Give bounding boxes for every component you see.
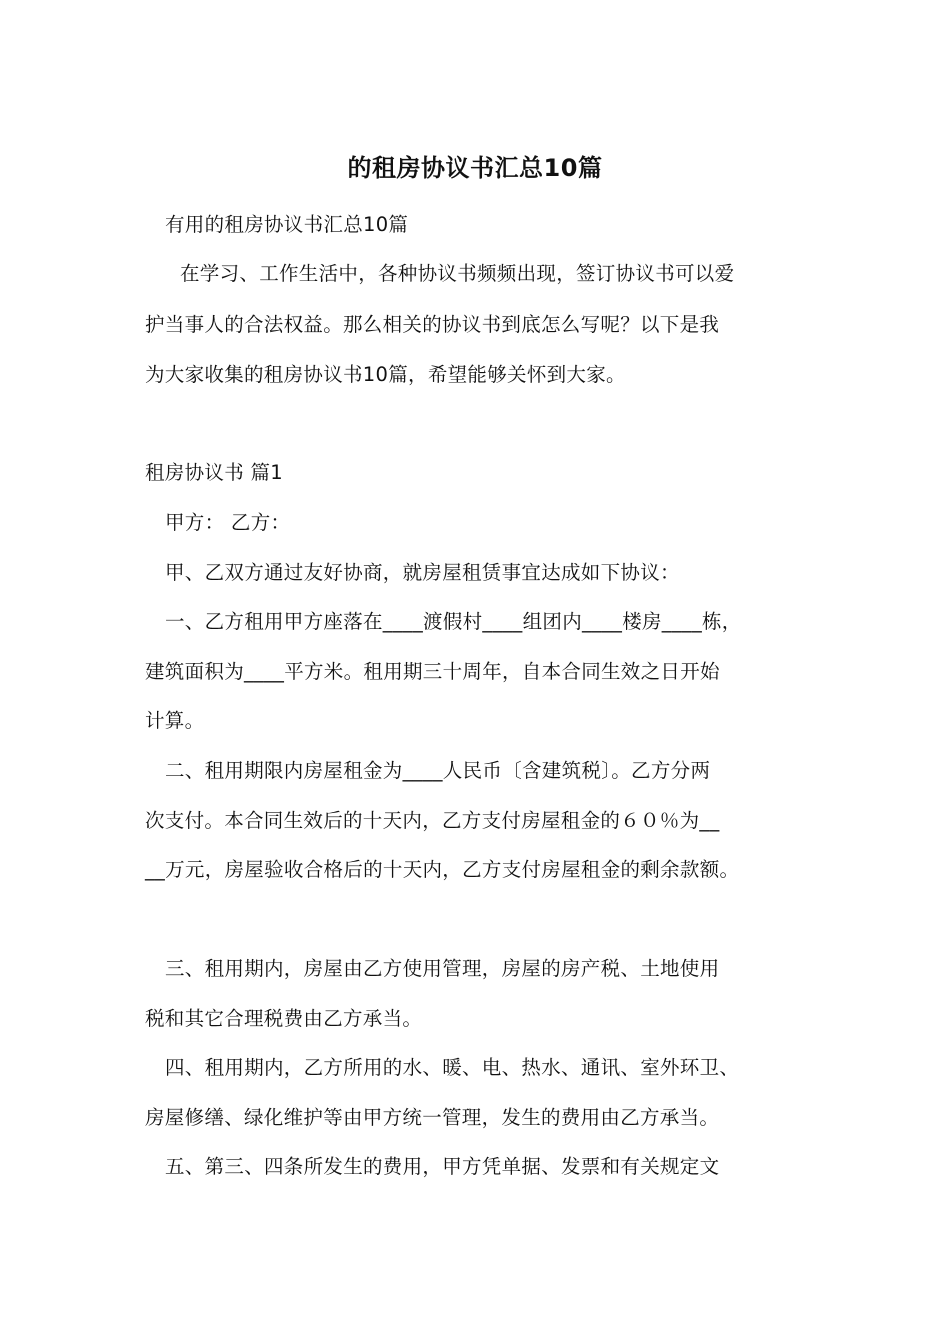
clause-line: 三、租用期内，房屋由乙方使用管理，房屋的房产税、土地使用 xyxy=(165,957,720,980)
parties-line: 甲方： 乙方： xyxy=(165,511,291,534)
document-subtitle: 有用的租房协议书汇总10篇 xyxy=(165,213,409,236)
clause-line: 二、租用期限内房屋租金为____人民币〔含建筑税〕。乙方分两 xyxy=(165,759,711,782)
clause-line: __万元，房屋验收合格后的十天内，乙方支付房屋租金的剩余款额。 xyxy=(145,858,740,881)
preamble-line: 甲、乙双方通过友好协商，就房屋租赁事宜达成如下协议： xyxy=(165,561,680,584)
clause-line: 四、租用期内，乙方所用的水、暖、电、热水、通讯、室外环卫、 xyxy=(165,1056,740,1079)
clause-line: 次支付。本合同生效后的十天内，乙方支付房屋租金的６０％为__ xyxy=(145,809,720,832)
intro-line-3: 为大家收集的租房协议书10篇，希望能够关怀到大家。 xyxy=(145,363,626,386)
intro-line-1: 在学习、工作生活中，各种协议书频频出现，签订协议书可以爱 xyxy=(180,262,735,285)
document-title: 的租房协议书汇总10篇 xyxy=(347,154,603,182)
intro-line-2: 护当事人的合法权益。那么相关的协议书到底怎么写呢？以下是我 xyxy=(145,313,720,336)
clause-line: 一、乙方租用甲方座落在____渡假村____组团内____楼房____栋， xyxy=(165,610,742,633)
clause-line: 税和其它合理税费由乙方承当。 xyxy=(145,1007,423,1030)
clause-line: 计算。 xyxy=(145,709,205,732)
section-heading: 租房协议书 篇1 xyxy=(145,461,284,484)
clause-line: 建筑面积为____平方米。租用期三十周年，自本合同生效之日开始 xyxy=(145,660,720,683)
clause-line: 五、第三、四条所发生的费用，甲方凭单据、发票和有关规定文 xyxy=(165,1155,720,1178)
clause-line: 房屋修缮、绿化维护等由甲方统一管理，发生的费用由乙方承当。 xyxy=(145,1106,720,1129)
